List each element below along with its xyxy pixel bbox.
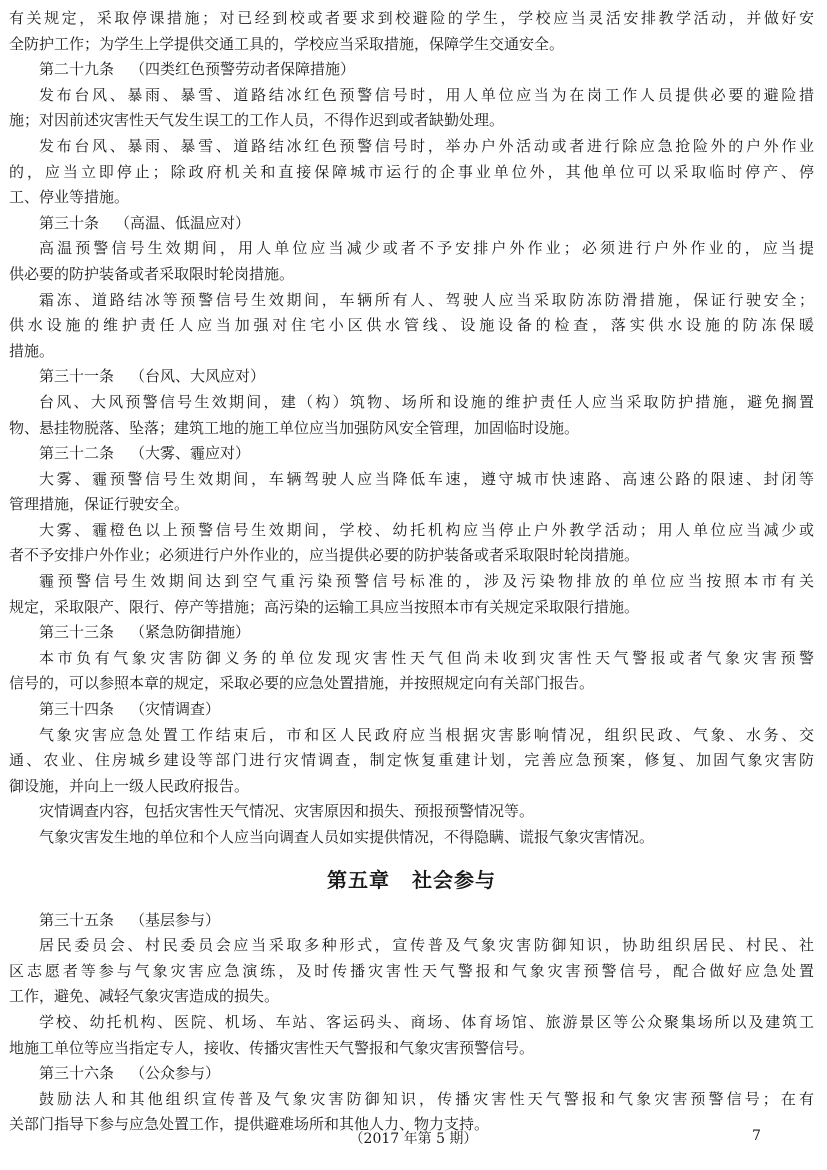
article-title: （灾情调查） [130, 700, 221, 719]
text-line: 管理措施，保证行驶安全。 [9, 495, 190, 514]
text-line: 台风、大风预警信号生效期间，建（构）筑物、场所和设施的维护责任人应当采取防护措施，避免搁置 [39, 392, 814, 411]
text-line: 物、悬挂物脱落、坠落；建筑工地的施工单位应当加强防风安全管理，加固临时设施。 [9, 418, 580, 437]
text-line: 大雾、霾橙色以上预警信号生效期间，学校、幼托机构应当停止户外教学活动；用人单位应当减少或 [39, 520, 814, 539]
article-heading [9, 441, 814, 467]
paragraph [9, 288, 814, 365]
text-line: 鼓励法人和其他组织宣传普及气象灾害防御知识，传播灾害性天气警报和气象灾害预警信号；在有 [39, 1089, 814, 1108]
article-title: （基层参与） [130, 910, 221, 929]
text-line: 学校、幼托机构、医院、机场、车站、客运码头、商场、体育场馆、旅游景区等公众聚集场所以及建筑工 [39, 1012, 814, 1031]
chapter-heading [9, 858, 814, 902]
text-line: 灾情调查内容，包括灾害性天气情况、灾害原因和损失、预报预警情况等。 [39, 802, 535, 821]
text-line: 关部门指导下参与应急处置工作，提供避难场所和其他人力、物力支持。 [9, 1115, 490, 1134]
article-title: （四类红色预警劳动者保障措施） [130, 60, 356, 79]
article-number: 第三十四条 [39, 700, 115, 719]
text-line: 发布台风、暴雨、暴雪、道路结冰红色预警信号时，用人单位应当为在岗工作人员提供必要的避险措 [39, 85, 814, 104]
paragraph [9, 390, 814, 441]
article-number: 第三十一条 [39, 367, 115, 386]
text-line: 供水设施的维护责任人应当加强对住宅小区供水管线、设施设备的检查，落实供水设施的防冻保暖 [9, 316, 814, 335]
text-line: 信号的，可以参照本章的规定，采取必要的应急处置措施，并按照规定向有关部门报告。 [9, 674, 595, 693]
article-number: 第三十六条 [39, 1064, 115, 1083]
article-heading [9, 697, 814, 723]
article-number: 第三十五条 [39, 910, 115, 929]
document-body [9, 6, 814, 1138]
paragraph [9, 134, 814, 211]
text-line: 大雾、霾预警信号生效期间，车辆驾驶人应当降低车速，遵守城市快速路、高速公路的限速、封闭等 [39, 469, 814, 488]
paragraph [9, 723, 814, 800]
text-line: 御设施，并向上一级人民政府报告。 [9, 776, 250, 795]
article-number: 第三十条 [39, 213, 100, 232]
paragraph [9, 6, 814, 57]
paragraph [9, 518, 814, 569]
text-line: 有关规定，采取停课措施；对已经到校或者要求到校避险的学生，学校应当灵活安排教学活动，并做好安 [9, 9, 814, 27]
text-line: 全防护工作；为学生上学提供交通工具的，学校应当采取措施，保障学生交通安全。 [9, 34, 565, 53]
text-line: 者不予安排户外作业；必须进行户外作业的，应当提供必要的防护装备或者采取限时轮岗措施。 [9, 546, 640, 565]
text-line: 高温预警信号生效期间，用人单位应当减少或者不予安排户外作业；必须进行户外作业的，应当提 [39, 239, 814, 258]
article-title: （紧急防御措施） [130, 623, 251, 642]
paragraph [9, 569, 814, 620]
paragraph [9, 825, 814, 851]
article-title: （高温、低温应对） [115, 213, 251, 232]
article-title: （大雾、霾应对） [130, 444, 251, 463]
text-line: 通、农业、住房城乡建设等部门进行灾情调查，制定恢复重建计划，完善应急预案，修复、加固气象灾害防 [9, 751, 814, 770]
text-line: 工、停业等措施。 [9, 188, 130, 207]
article-title: （公众参与） [130, 1064, 221, 1083]
article-heading [9, 908, 814, 934]
text-line: 霾预警信号生效期间达到空气重污染预警信号标准的，涉及污染物排放的单位应当按照本市有关 [39, 572, 814, 591]
paragraph [9, 646, 814, 697]
text-line: 工作，避免、减轻气象灾害造成的损失。 [9, 987, 280, 1006]
paragraph [9, 933, 814, 1010]
article-number: 第二十九条 [39, 60, 115, 79]
text-line: 的，应当立即停止；除政府机关和直接保障城市运行的企事业单位外，其他单位可以采取临时停产、停 [9, 162, 814, 181]
text-line: 发布台风、暴雨、暴雪、道路结冰红色预警信号时，举办户外活动或者进行除应急抢险外的户外作业 [39, 136, 814, 155]
paragraph [9, 236, 814, 287]
page-number: 7 [752, 1128, 761, 1144]
article-number: 第三十二条 [39, 444, 115, 463]
paragraph [9, 799, 814, 825]
text-line: 区志愿者等参与气象灾害应急演练，及时传播灾害性天气警报和气象灾害预警信号，配合做好应急处置 [9, 961, 814, 980]
text-line: 气象灾害应急处置工作结束后，市和区人民政府应当根据灾害影响情况，组织民政、气象、水务、交 [39, 725, 814, 744]
text-line: 供必要的防护装备或者采取限时轮岗措施。 [9, 264, 295, 283]
text-line: 施；对因前述灾害性天气发生误工的工作人员，不得作迟到或者缺勤处理。 [9, 111, 505, 130]
text-line: 气象灾害发生地的单位和个人应当向调查人员如实提供情况，不得隐瞒、谎报气象灾害情况。 [39, 828, 655, 846]
chapter-title: 社会参与 [412, 867, 496, 892]
paragraph [9, 467, 814, 518]
paragraph [9, 1010, 814, 1061]
article-heading [9, 1061, 814, 1087]
text-line: 规定，采取限产、限行、停产等措施；高污染的运输工具应当按照本市有关规定采取限行措施。 [9, 597, 640, 616]
text-line: 地施工单位等应当指定专人，接收、传播灾害性天气警报和气象灾害预警信号。 [9, 1038, 535, 1057]
text-line: 居民委员会、村民委员会应当采取多种形式，宣传普及气象灾害防御知识，协助组织居民、村民、社 [39, 936, 814, 955]
paragraph [9, 83, 814, 134]
article-heading [9, 57, 814, 83]
issue-label: （2017 年第 5 期） [349, 1131, 478, 1147]
article-heading [9, 364, 814, 390]
article-heading [9, 620, 814, 646]
chapter-number: 第五章 [327, 867, 390, 892]
text-line: 霜冻、道路结冰等预警信号生效期间，车辆所有人、驾驶人应当采取防冻防滑措施，保证行驶安全； [39, 290, 814, 309]
text-line: 本市负有气象灾害防御义务的单位发现灾害性天气但尚未收到灾害性天气警报或者气象灾害预警 [39, 648, 814, 667]
article-title: （台风、大风应对） [130, 367, 266, 386]
article-number: 第三十三条 [39, 623, 115, 642]
text-line: 措施。 [9, 341, 55, 360]
article-heading [9, 211, 814, 237]
